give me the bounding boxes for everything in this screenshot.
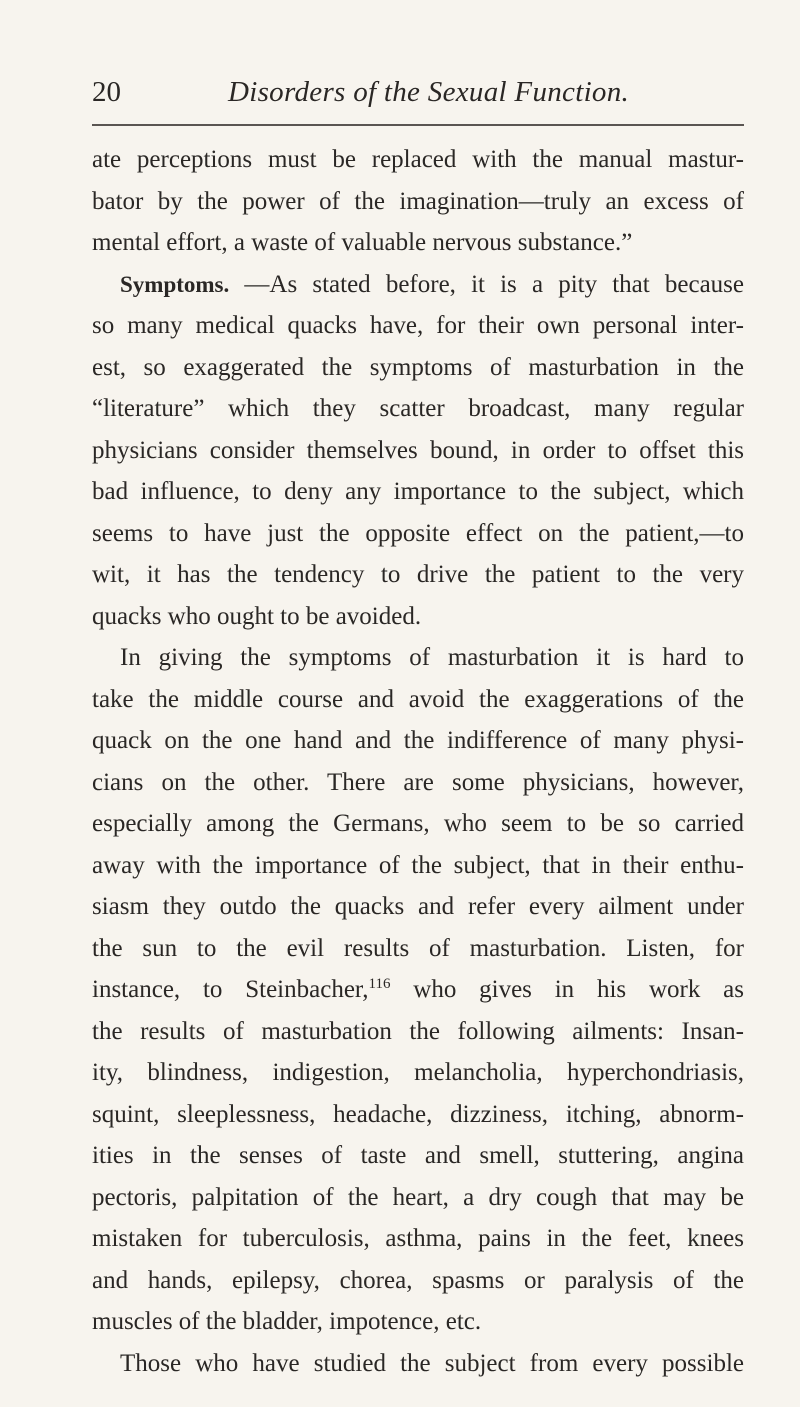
text-line: siasm they outdo the quacks and refer every ailment under <box>92 893 744 920</box>
text-line <box>92 969 744 1011</box>
page-number: 20 <box>92 76 121 108</box>
section-subhead: Symptoms. <box>120 271 230 297</box>
text-line: bad influence, to deny any importance to the subject, which <box>92 478 744 505</box>
text-line: ity, blindness, indigestion, melancholia, hyperchondriasis, <box>92 1059 744 1086</box>
text-line: physicians consider themselves bound, in order to offset this <box>92 436 744 464</box>
text-line: ate perceptions must be replaced with the manual mastur- <box>92 146 744 173</box>
text-line: seems to have just the opposite effect on the patient,—to <box>92 519 744 547</box>
running-title: Disorders of the Sexual Function. <box>228 76 630 108</box>
text-line: the sun to the evil results of masturbation. Listen, for <box>92 934 744 962</box>
text-line: so many medical quacks have, for their own personal inter- <box>92 312 744 339</box>
footnote-reference: 116 <box>368 976 391 992</box>
text-line: quacks who ought to be avoided. <box>92 602 422 630</box>
text-line-fragment: —As stated before, it is a pity that because <box>244 270 744 298</box>
text-line: “literature” which they scatter broadcast, many regular <box>92 395 744 422</box>
text-line: mistaken for tuberculosis, asthma, pains in the feet, knees <box>92 1225 744 1252</box>
text-line: quack on the one hand and the indifference of many physi- <box>92 727 744 754</box>
text-line: especially among the Germans, who seem to be so carried <box>92 810 744 837</box>
text-line: ities in the senses of taste and smell, stuttering, angina <box>92 1142 744 1169</box>
running-header <box>92 72 744 112</box>
text-line <box>92 264 744 306</box>
text-line: squint, sleeplessness, headache, dizziness, itching, abnorm- <box>92 1100 744 1128</box>
text-line: the results of masturbation the following ailments: Insan- <box>92 1017 744 1045</box>
text-line: est, so exaggerated the symptoms of masturbation in the <box>92 353 744 381</box>
text-line: pectoris, palpitation of the heart, a dry cough that may be <box>92 1183 744 1211</box>
body-text <box>92 139 744 1384</box>
text-line: cians on the other. There are some physicians, however, <box>92 768 744 796</box>
text-line: wit, it has the tendency to drive the patient to the very <box>92 561 744 588</box>
text-line: and hands, epilepsy, chorea, spasms or paralysis of the <box>92 1266 744 1294</box>
text-line: mental effort, a waste of valuable nervous substance.” <box>92 229 633 256</box>
text-line: away with the importance of the subject, that in their enthu- <box>92 851 744 879</box>
text-line: bator by the power of the imagination—truly an excess of <box>92 187 744 215</box>
text-line: take the middle course and avoid the exaggerations of the <box>92 685 744 713</box>
text-line: In giving the symptoms of masturbation it is hard to <box>120 644 744 671</box>
text-line: muscles of the bladder, impotence, etc. <box>92 1308 482 1335</box>
text-line-fragment: who gives in his work as <box>390 976 745 1003</box>
text-line: Those who have studied the subject from every possible <box>120 1349 744 1377</box>
header-rule <box>92 124 744 126</box>
text-line-fragment: instance, to Steinbacher, <box>92 976 369 1003</box>
